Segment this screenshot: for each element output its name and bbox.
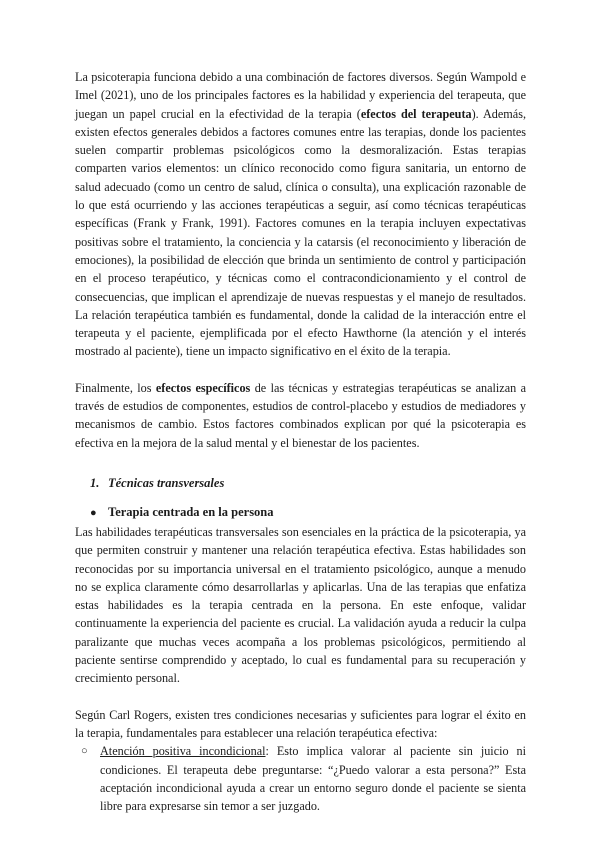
list-item xyxy=(75,742,526,815)
subsection-title: Terapia centrada en la persona xyxy=(108,504,274,519)
list-item-description: : Esto implica valorar al paciente sin juicio ni condiciones. El terapeuta debe preguntarse: “¿Puedo valorar a esta persona?” Esta aceptación incondicional ayuda a crear un entorno seguro donde el paciente se sienta libre para expresarse sin temor a ser juzgado. xyxy=(100,744,527,814)
bullet-icon: ● xyxy=(90,506,97,519)
conditions-list xyxy=(75,742,526,815)
document-body xyxy=(75,68,526,815)
text-run: de las técnicas y estrategias terapéuticas se analizan a través de estudios de componentes, estudios de control-placebo y estudios de mediadores y mecanismos de cambio. Estos factores combinados explican por qué la psicoterapia es efectiva en la mejora de la salud mental y el bienestar de los pacientes. xyxy=(75,380,526,450)
section-number: 1. xyxy=(90,475,100,490)
subsection-heading xyxy=(90,503,526,522)
section-heading xyxy=(90,474,526,492)
paragraph-intro xyxy=(75,68,526,361)
paragraph-specific-effects xyxy=(75,379,526,452)
paragraph-rogers: Según Carl Rogers, existen tres condiciones necesarias y suficientes para lograr el éxito en la terapia, fundamentales para establecer una relación terapéutica efectiva: xyxy=(75,707,526,740)
circle-bullet-icon: ○ xyxy=(81,745,88,758)
bold-term: efectos específicos xyxy=(155,380,251,395)
paragraph-transversal-skills: Las habilidades terapéuticas transversales son esenciales en la práctica de la psicoterapia, ya que permiten construir y mantener una relación terapéutica efectiva. Estas habilidades son reconocidas por su importancia universal en el tratamiento psicológico, aunque a menudo no se explica claramente cómo desarrollarlas y aplicarlas. Una de las terapias que enfatiza estas habilidades es la terapia centrada en la persona. En este enfoque, validar continuamente la experiencia del paciente es crucial. La validación ayuda a reducir la culpa paralizante que muchas veces acompaña a los problemas psicológicos, permitiendo al paciente sentirse comprendido y aceptado, lo cual es fundamental para su recuperación y crecimiento personal. xyxy=(75,524,526,686)
text-run: Finalmente, los xyxy=(75,380,156,395)
bold-term: efectos del terapeuta xyxy=(360,106,472,121)
section-title: Técnicas transversales xyxy=(108,475,225,490)
list-item-term: Atención positiva incondicional xyxy=(100,744,266,759)
text-run: La psicoterapia funciona debido a una combinación de factores diversos. Según Wampold e Imel (2021), uno de los principales factores es la habilidad y experiencia del terapeuta, que juegan un papel crucial en la efectividad de la terapia ( xyxy=(75,70,526,121)
text-run: ). Además, existen efectos generales debidos a factores comunes entre las terapias, donde los pacientes suelen compartir problemas psicológicos como la desmoralización. Estas terapias comparten varios elementos: un clínico reconocido como figura sanitaria, un entorno de salud adecuado (como un centro de salud, clínica o consulta), una explicación razonable de lo que está ocurriendo y las acciones terapéuticas a seguir, así como técnicas terapéuticas específicas (Frank y Frank, 1991). Factores comunes en la terapia incluyen expectativas positivas sobre el tratamiento, la conciencia y la catarsis (el reconocimiento y liberación de emociones), la posibilidad de elección que brinda un sentimiento de control y participación en el proceso terapéutico, y técnicas como el contracondicionamiento y el control de consecuencias, que implican el aprendizaje de nuevas respuestas y el manejo de resultados. La relación terapéutica también es fundamental, donde la calidad de la interacción entre el terapeuta y el paciente, ejemplificada por el efecto Hawthorne (la atención y el interés mostrado al paciente), tiene un impacto significativo en el éxito de la terapia. xyxy=(75,106,526,359)
list-item-text xyxy=(81,742,527,815)
